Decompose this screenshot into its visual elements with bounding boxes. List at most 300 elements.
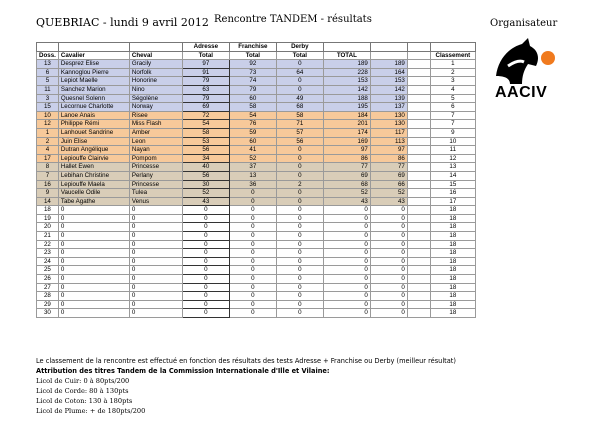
cell-classement: 12 xyxy=(430,154,475,163)
cell-classement: 13 xyxy=(430,163,475,172)
cell-adresse: 0 xyxy=(182,292,229,301)
cell-cavalier: 0 xyxy=(58,266,129,275)
cell-best-total: 0 xyxy=(370,206,407,215)
cell-total: 195 xyxy=(323,103,370,112)
cell-franchise: 36 xyxy=(229,180,276,189)
cell-classement: 18 xyxy=(430,206,475,215)
cell-best-total: 66 xyxy=(370,180,407,189)
table-row xyxy=(37,266,476,275)
cell-franchise: 0 xyxy=(229,266,276,275)
cell-classement: 7 xyxy=(430,111,475,120)
cell-adresse: 0 xyxy=(182,206,229,215)
cell-doss: 9 xyxy=(37,189,59,198)
cell-doss: 3 xyxy=(37,94,59,103)
cell-cavalier: 0 xyxy=(58,292,129,301)
table-row xyxy=(37,111,476,120)
cell-adresse: 40 xyxy=(182,163,229,172)
table-row xyxy=(37,171,476,180)
cell-cavalier: 0 xyxy=(58,249,129,258)
cell-derby: 0 xyxy=(276,163,323,172)
cell-doss: 14 xyxy=(37,197,59,206)
cell-classement: 1 xyxy=(430,60,475,69)
cell-cavalier: Quesnel Solenn xyxy=(58,94,129,103)
cell-cheval: Tulea xyxy=(129,189,182,198)
cell-derby: 0 xyxy=(276,232,323,241)
cell-best-total: 0 xyxy=(370,232,407,241)
cell-adresse: 54 xyxy=(182,120,229,129)
cell-cheval: 0 xyxy=(129,249,182,258)
cell-classement: 2 xyxy=(430,68,475,77)
cell-franchise: 59 xyxy=(229,128,276,137)
cell-cavalier: Philippe Rémi xyxy=(58,120,129,129)
cell-cheval: 0 xyxy=(129,283,182,292)
table-header-row xyxy=(37,51,476,60)
cell-cavalier: Dutran Angélique xyxy=(58,146,129,155)
cell-cheval: 0 xyxy=(129,275,182,284)
cell-franchise: 73 xyxy=(229,68,276,77)
cell-derby: 57 xyxy=(276,128,323,137)
cell-total: 68 xyxy=(323,180,370,189)
cell-derby: 0 xyxy=(276,197,323,206)
cell-adresse: 58 xyxy=(182,128,229,137)
col-adresse: Adresse xyxy=(182,43,229,52)
cell-best-total: 142 xyxy=(370,85,407,94)
cell-franchise: 0 xyxy=(229,232,276,241)
cell-adresse: 30 xyxy=(182,180,229,189)
cell-derby: 0 xyxy=(276,240,323,249)
table-row xyxy=(37,68,476,77)
table-row xyxy=(37,275,476,284)
cell-doss: 29 xyxy=(37,300,59,309)
cell-derby: 0 xyxy=(276,223,323,232)
cell-cheval: Honorine xyxy=(129,77,182,86)
cell-franchise: 52 xyxy=(229,154,276,163)
cell-cheval: 0 xyxy=(129,266,182,275)
cell-cavalier: 0 xyxy=(58,275,129,284)
cell-doss: 23 xyxy=(37,249,59,258)
table-row xyxy=(37,180,476,189)
cell-best-total: 0 xyxy=(370,240,407,249)
cell-cheval: Venus xyxy=(129,197,182,206)
cell-derby: 0 xyxy=(276,60,323,69)
cell-doss: 22 xyxy=(37,240,59,249)
cell-doss: 13 xyxy=(37,60,59,69)
cell-classement: 17 xyxy=(430,197,475,206)
cell-classement: 4 xyxy=(430,85,475,94)
notes-block xyxy=(36,356,576,416)
col-total-derby: Total xyxy=(276,51,323,60)
cell-best-total: 0 xyxy=(370,309,407,318)
cell-classement: 18 xyxy=(430,292,475,301)
cell-classement: 11 xyxy=(430,146,475,155)
cell-cheval: 0 xyxy=(129,232,182,241)
cell-total: 184 xyxy=(323,111,370,120)
cell-cheval: Miss Flash xyxy=(129,120,182,129)
table-row xyxy=(37,249,476,258)
cell-best-total: 0 xyxy=(370,275,407,284)
cell-cavalier: Lepiouffe Maela xyxy=(58,180,129,189)
cell-cavalier: Hallet Ewen xyxy=(58,163,129,172)
cell-best-total: 130 xyxy=(370,120,407,129)
cell-doss: 24 xyxy=(37,257,59,266)
table-row xyxy=(37,77,476,86)
cell-doss: 7 xyxy=(37,171,59,180)
cell-cheval: Ségolène xyxy=(129,94,182,103)
col-derby: Derby xyxy=(276,43,323,52)
cell-cavalier: 0 xyxy=(58,206,129,215)
table-row xyxy=(37,154,476,163)
cell-franchise: 79 xyxy=(229,85,276,94)
cell-doss: 25 xyxy=(37,266,59,275)
cell-adresse: 0 xyxy=(182,249,229,258)
col-classement: Classement xyxy=(430,51,475,60)
cell-doss: 16 xyxy=(37,180,59,189)
col-franchise: Franchise xyxy=(229,43,276,52)
cell-adresse: 43 xyxy=(182,197,229,206)
table-header-top xyxy=(37,43,476,52)
cell-adresse: 97 xyxy=(182,60,229,69)
cell-franchise: 58 xyxy=(229,103,276,112)
cell-adresse: 0 xyxy=(182,240,229,249)
cell-cheval: 0 xyxy=(129,206,182,215)
cell-total: 0 xyxy=(323,214,370,223)
cell-adresse: 79 xyxy=(182,94,229,103)
cell-derby: 0 xyxy=(276,77,323,86)
cell-derby: 0 xyxy=(276,309,323,318)
cell-franchise: 0 xyxy=(229,283,276,292)
cell-best-total: 0 xyxy=(370,257,407,266)
cell-total: 153 xyxy=(323,77,370,86)
cell-total: 189 xyxy=(323,60,370,69)
cell-classement: 10 xyxy=(430,137,475,146)
cell-adresse: 79 xyxy=(182,77,229,86)
cell-total: 142 xyxy=(323,85,370,94)
cell-best-total: 43 xyxy=(370,197,407,206)
cell-cavalier: Lepiouffe Clairvie xyxy=(58,154,129,163)
cell-doss: 18 xyxy=(37,206,59,215)
cell-cavalier: 0 xyxy=(58,223,129,232)
cell-best-total: 86 xyxy=(370,154,407,163)
cell-derby: 71 xyxy=(276,120,323,129)
logo-text: AACIV xyxy=(495,84,548,101)
cell-total: 0 xyxy=(323,283,370,292)
cell-best-total: 0 xyxy=(370,266,407,275)
cell-cheval: Amber xyxy=(129,128,182,137)
cell-cavalier: 0 xyxy=(58,240,129,249)
cell-total: 69 xyxy=(323,171,370,180)
cell-cheval: Perlany xyxy=(129,171,182,180)
cell-doss: 21 xyxy=(37,232,59,241)
cell-franchise: 0 xyxy=(229,223,276,232)
table-row xyxy=(37,137,476,146)
cell-franchise: 41 xyxy=(229,146,276,155)
cell-adresse: 52 xyxy=(182,189,229,198)
cell-doss: 5 xyxy=(37,77,59,86)
cell-franchise: 0 xyxy=(229,197,276,206)
cell-cheval: 0 xyxy=(129,214,182,223)
cell-cheval: Princesse xyxy=(129,163,182,172)
cell-total: 201 xyxy=(323,120,370,129)
cell-cavalier: Lepiot Maelle xyxy=(58,77,129,86)
cell-cavalier: Juin Elise xyxy=(58,137,129,146)
table-row xyxy=(37,85,476,94)
level-coton: Licol de Coton: 130 à 180pts xyxy=(36,397,133,405)
organisateur-label: Organisateur xyxy=(490,18,558,29)
cell-cheval: Risee xyxy=(129,111,182,120)
table-row xyxy=(37,120,476,129)
cell-doss: 12 xyxy=(37,120,59,129)
cell-franchise: 13 xyxy=(229,171,276,180)
level-corde: Licol de Corde: 80 à 130pts xyxy=(36,387,129,395)
cell-adresse: 63 xyxy=(182,85,229,94)
cell-doss: 17 xyxy=(37,154,59,163)
cell-total: 0 xyxy=(323,300,370,309)
table-row xyxy=(37,300,476,309)
cell-doss: 1 xyxy=(37,128,59,137)
cell-cheval: 0 xyxy=(129,292,182,301)
cell-best-total: 137 xyxy=(370,103,407,112)
cell-cheval: 0 xyxy=(129,300,182,309)
cell-total: 0 xyxy=(323,223,370,232)
table-row xyxy=(37,206,476,215)
cell-total: 169 xyxy=(323,137,370,146)
cell-franchise: 0 xyxy=(229,240,276,249)
cell-best-total: 117 xyxy=(370,128,407,137)
cell-derby: 0 xyxy=(276,275,323,284)
cell-adresse: 0 xyxy=(182,266,229,275)
cell-best-total: 0 xyxy=(370,249,407,258)
cell-adresse: 91 xyxy=(182,68,229,77)
cell-franchise: 0 xyxy=(229,206,276,215)
cell-cavalier: 0 xyxy=(58,283,129,292)
cell-derby: 0 xyxy=(276,283,323,292)
table-row xyxy=(37,163,476,172)
cell-cavalier: Kannoglou Pierre xyxy=(58,68,129,77)
cell-franchise: 0 xyxy=(229,249,276,258)
cell-best-total: 97 xyxy=(370,146,407,155)
cell-derby: 0 xyxy=(276,257,323,266)
col-doss: Doss. xyxy=(37,51,59,60)
cell-total: 0 xyxy=(323,249,370,258)
cell-cheval: Princesse xyxy=(129,180,182,189)
cell-franchise: 0 xyxy=(229,189,276,198)
cell-adresse: 0 xyxy=(182,309,229,318)
cell-doss: 10 xyxy=(37,111,59,120)
cell-cavalier: 0 xyxy=(58,309,129,318)
cell-cheval: 0 xyxy=(129,240,182,249)
cell-total: 0 xyxy=(323,257,370,266)
cell-cheval: Pompom xyxy=(129,154,182,163)
cell-classement: 18 xyxy=(430,232,475,241)
cell-franchise: 37 xyxy=(229,163,276,172)
cell-adresse: 34 xyxy=(182,154,229,163)
cell-derby: 68 xyxy=(276,103,323,112)
cell-best-total: 139 xyxy=(370,94,407,103)
cell-cavalier: 0 xyxy=(58,257,129,266)
cell-total: 0 xyxy=(323,292,370,301)
cell-best-total: 164 xyxy=(370,68,407,77)
cell-derby: 0 xyxy=(276,214,323,223)
cell-classement: 18 xyxy=(430,300,475,309)
cell-classement: 18 xyxy=(430,283,475,292)
cell-adresse: 0 xyxy=(182,300,229,309)
cell-total: 0 xyxy=(323,206,370,215)
cell-adresse: 53 xyxy=(182,137,229,146)
cell-best-total: 77 xyxy=(370,163,407,172)
cell-doss: 15 xyxy=(37,103,59,112)
cell-best-total: 113 xyxy=(370,137,407,146)
cell-cavalier: 0 xyxy=(58,214,129,223)
cell-derby: 0 xyxy=(276,300,323,309)
cell-cavalier: 0 xyxy=(58,300,129,309)
col-total: TOTAL xyxy=(323,51,370,60)
cell-cavalier: Tabe Agathe xyxy=(58,197,129,206)
cell-classement: 5 xyxy=(430,94,475,103)
cell-classement: 18 xyxy=(430,223,475,232)
cell-best-total: 0 xyxy=(370,283,407,292)
cell-classement: 3 xyxy=(430,77,475,86)
cell-doss: 20 xyxy=(37,223,59,232)
cell-doss: 8 xyxy=(37,163,59,172)
notes-line2: Attribution des titres Tandem de la Commission Internationale d'Ille et Vilaine: xyxy=(36,367,330,375)
cell-total: 0 xyxy=(323,232,370,241)
col-total-adresse: Total xyxy=(182,51,229,60)
cell-classement: 18 xyxy=(430,257,475,266)
cell-derby: 0 xyxy=(276,292,323,301)
table-row xyxy=(37,128,476,137)
cell-adresse: 56 xyxy=(182,146,229,155)
cell-cavalier: 0 xyxy=(58,232,129,241)
cell-best-total: 0 xyxy=(370,300,407,309)
cell-franchise: 0 xyxy=(229,257,276,266)
cell-derby: 49 xyxy=(276,94,323,103)
cell-classement: 16 xyxy=(430,189,475,198)
cell-derby: 64 xyxy=(276,68,323,77)
table-row xyxy=(37,146,476,155)
cell-derby: 0 xyxy=(276,189,323,198)
cell-total: 86 xyxy=(323,154,370,163)
cell-total: 97 xyxy=(323,146,370,155)
cell-derby: 0 xyxy=(276,249,323,258)
cell-total: 0 xyxy=(323,266,370,275)
table-row xyxy=(37,257,476,266)
cell-derby: 0 xyxy=(276,146,323,155)
cell-total: 52 xyxy=(323,189,370,198)
cell-cavalier: Lebihan Christine xyxy=(58,171,129,180)
event-title: QUEBRIAC - lundi 9 avril 2012 xyxy=(36,16,209,29)
cell-doss: 6 xyxy=(37,68,59,77)
cell-best-total: 130 xyxy=(370,111,407,120)
cell-total: 188 xyxy=(323,94,370,103)
cell-cheval: Nino xyxy=(129,85,182,94)
cell-adresse: 0 xyxy=(182,232,229,241)
cell-best-total: 0 xyxy=(370,214,407,223)
cell-derby: 0 xyxy=(276,85,323,94)
cell-doss: 11 xyxy=(37,85,59,94)
table-row xyxy=(37,223,476,232)
results-table xyxy=(36,42,476,318)
cell-total: 0 xyxy=(323,240,370,249)
cell-doss: 26 xyxy=(37,275,59,284)
cell-adresse: 56 xyxy=(182,171,229,180)
col-cheval: Cheval xyxy=(129,51,182,60)
cell-adresse: 72 xyxy=(182,111,229,120)
cell-adresse: 69 xyxy=(182,103,229,112)
cell-derby: 0 xyxy=(276,154,323,163)
cell-cheval: 0 xyxy=(129,309,182,318)
cell-cheval: Leon xyxy=(129,137,182,146)
cell-franchise: 60 xyxy=(229,94,276,103)
cell-adresse: 0 xyxy=(182,223,229,232)
cell-classement: 7 xyxy=(430,120,475,129)
col-total-franchise: Total xyxy=(229,51,276,60)
results-title: Rencontre TANDEM - résultats xyxy=(214,14,372,25)
cell-classement: 18 xyxy=(430,266,475,275)
cell-classement: 18 xyxy=(430,249,475,258)
cell-classement: 9 xyxy=(430,128,475,137)
cell-cheval: 0 xyxy=(129,223,182,232)
cell-total: 77 xyxy=(323,163,370,172)
cell-cavalier: Sanchez Marion xyxy=(58,85,129,94)
cell-derby: 0 xyxy=(276,266,323,275)
cell-classement: 18 xyxy=(430,214,475,223)
cell-cavalier: Vaucelle Odile xyxy=(58,189,129,198)
table-row xyxy=(37,197,476,206)
cell-doss: 19 xyxy=(37,214,59,223)
cell-adresse: 0 xyxy=(182,275,229,284)
orange-dot-icon xyxy=(541,51,555,65)
cell-cheval: Gracily xyxy=(129,60,182,69)
cell-adresse: 0 xyxy=(182,214,229,223)
table-row xyxy=(37,292,476,301)
cell-franchise: 54 xyxy=(229,111,276,120)
cell-total: 0 xyxy=(323,309,370,318)
cell-classement: 14 xyxy=(430,171,475,180)
cell-cheval: Nayan xyxy=(129,146,182,155)
cell-total: 0 xyxy=(323,275,370,284)
cell-franchise: 0 xyxy=(229,214,276,223)
cell-cheval: Norfolk xyxy=(129,68,182,77)
cell-best-total: 69 xyxy=(370,171,407,180)
cell-franchise: 0 xyxy=(229,292,276,301)
cell-franchise: 92 xyxy=(229,60,276,69)
table-row xyxy=(37,189,476,198)
cell-classement: 15 xyxy=(430,180,475,189)
cell-derby: 0 xyxy=(276,171,323,180)
cell-cavalier: Lanhouet Sandrine xyxy=(58,128,129,137)
cell-classement: 18 xyxy=(430,309,475,318)
cell-doss: 4 xyxy=(37,146,59,155)
table-row xyxy=(37,283,476,292)
table-row xyxy=(37,60,476,69)
cell-doss: 2 xyxy=(37,137,59,146)
cell-franchise: 60 xyxy=(229,137,276,146)
cell-doss: 30 xyxy=(37,309,59,318)
cell-cheval: 0 xyxy=(129,257,182,266)
cell-derby: 0 xyxy=(276,206,323,215)
cell-adresse: 0 xyxy=(182,257,229,266)
cell-cavalier: Lecornue Charlotte xyxy=(58,103,129,112)
cell-classement: 6 xyxy=(430,103,475,112)
cell-derby: 2 xyxy=(276,180,323,189)
cell-classement: 18 xyxy=(430,275,475,284)
cell-franchise: 76 xyxy=(229,120,276,129)
table-row xyxy=(37,214,476,223)
cell-total: 174 xyxy=(323,128,370,137)
cell-total: 43 xyxy=(323,197,370,206)
cell-adresse: 0 xyxy=(182,283,229,292)
cell-best-total: 0 xyxy=(370,292,407,301)
